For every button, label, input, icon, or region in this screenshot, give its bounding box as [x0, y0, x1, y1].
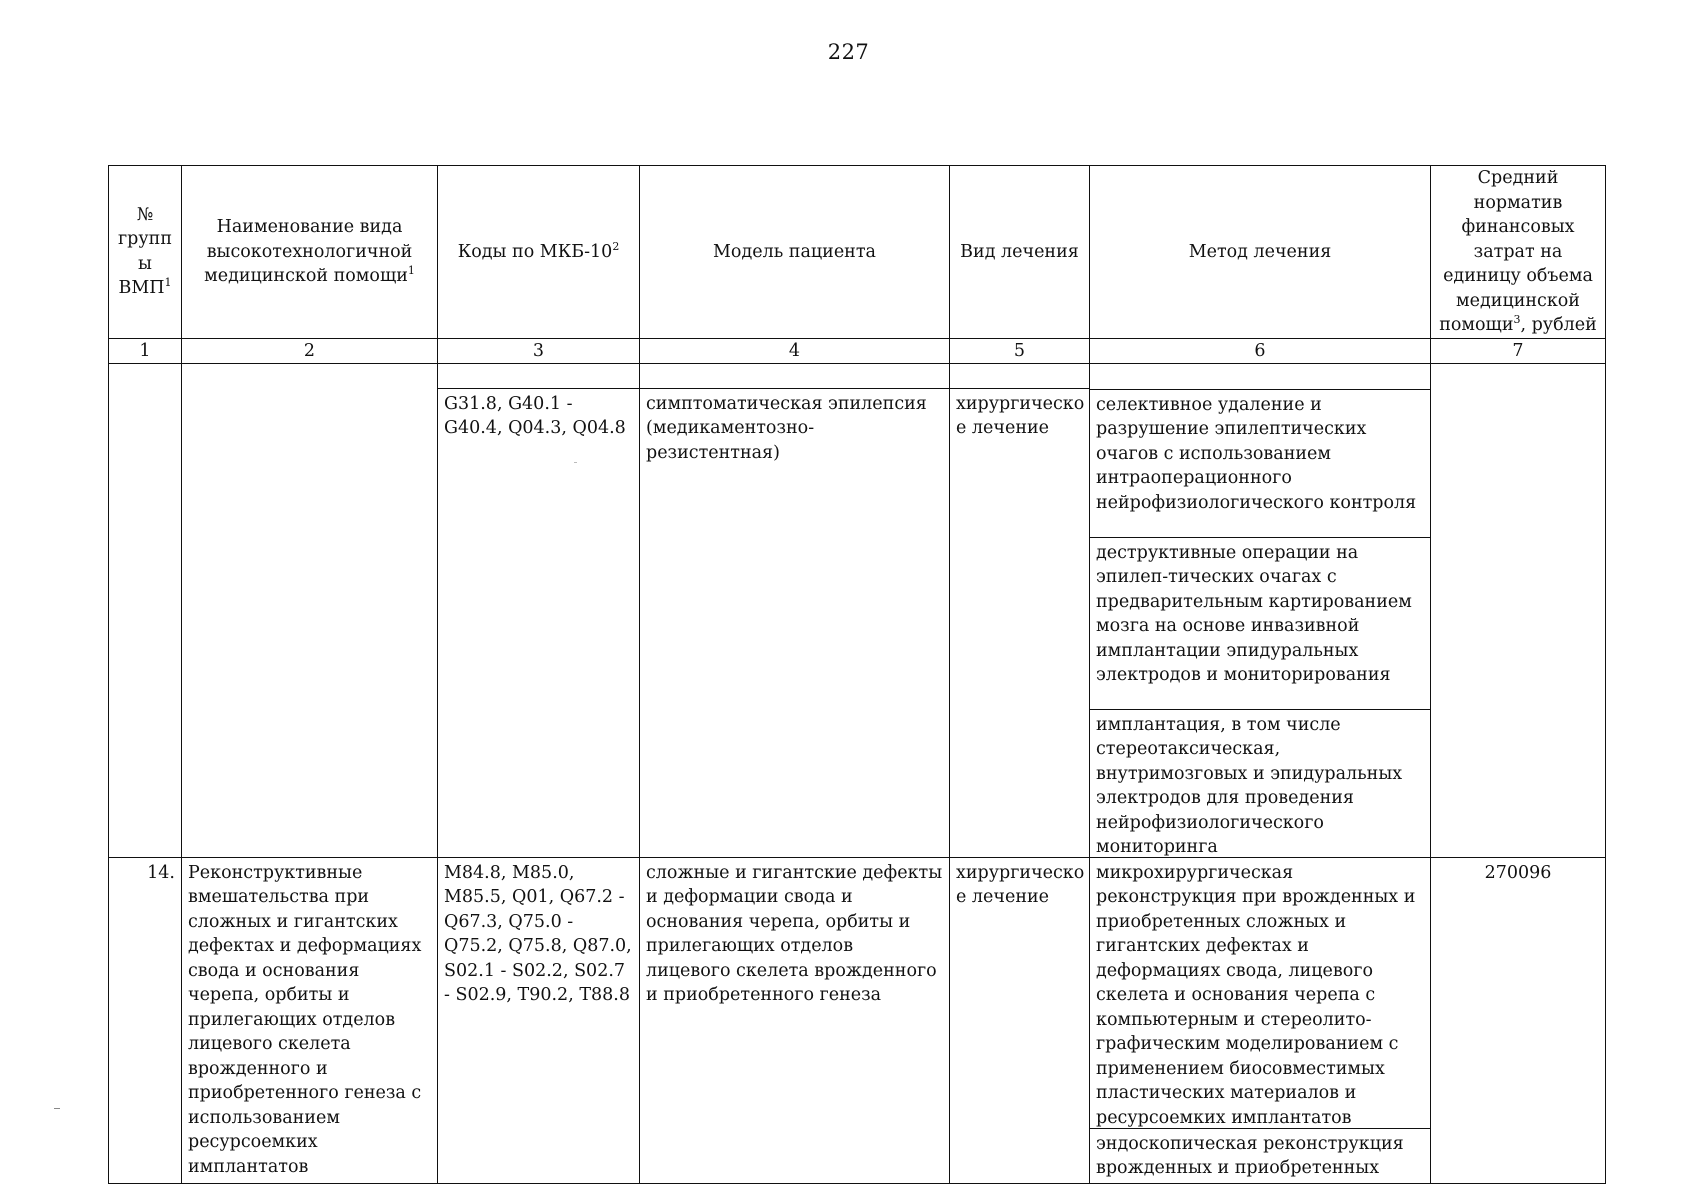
column-number-4: 4: [640, 338, 950, 363]
column-number-3: 3: [438, 338, 640, 363]
column-number-1: 1: [109, 338, 182, 363]
table-row-continuation: [109, 363, 1606, 857]
cell-treatment-methods: [1090, 363, 1431, 857]
cell-group-number: [109, 857, 182, 1184]
footnote-ref-3: 3: [1513, 313, 1521, 327]
method-item: эндоскопическая реконструкция врожденных и приобретенных: [1090, 1128, 1430, 1176]
vmp-table: [108, 165, 1606, 1184]
page-number: 227: [827, 40, 870, 64]
method-item: имплантация, в том числе стереотаксическая, внутримозговых и эпидуральных электродов для проведения нейрофизиологического мониторинга: [1090, 709, 1430, 857]
cell-treatment-methods: [1090, 857, 1431, 1184]
group-number-text: 14.: [147, 862, 175, 883]
cell-group-number-empty: [109, 363, 182, 857]
header-cost-standard-unit: , рублей: [1520, 315, 1597, 335]
row-divider: [438, 364, 639, 389]
column-number-5: 5: [950, 338, 1090, 363]
cell-patient-model: [640, 363, 950, 857]
cell-care-name-empty: [182, 363, 438, 857]
care-name-text: Реконструктивные вмешательства при сложных и гигантских дефектах и деформациях свода и основания черепа, орбиты и прилегающих отделов лицевого скелета врожденного и приобретенного генеза с использованием ресурсоемких имплантатов: [188, 862, 422, 1177]
cost-value: 270096: [1484, 862, 1552, 883]
patient-model-text: сложные и гигантские дефекты и деформации свода и основания черепа, орбиты и прилегающих отделов лицевого скелета врожденного и приобретенного генеза: [646, 862, 943, 1005]
header-group-number: [109, 166, 182, 339]
header-group-number-line3: ы: [138, 253, 152, 274]
footnote-ref-1: 1: [164, 276, 172, 290]
header-care-type-name: [182, 166, 438, 339]
row-divider: [640, 364, 949, 389]
cell-cost: [1431, 857, 1606, 1184]
column-number-2: 2: [182, 338, 438, 363]
method-item: деструктивные операции на эпилеп-тических очагах с предварительным картированием мозга на основе инвазивной имплантации эпидуральных электродов и мониторирования: [1090, 537, 1430, 709]
cell-treatment-type: [950, 363, 1090, 857]
header-group-number-line4: ВМП: [118, 278, 165, 299]
scan-artifact: [574, 462, 577, 463]
icd-codes-text: G31.8, G40.1 - G40.4, Q04.3, Q04.8: [444, 393, 626, 438]
icd-codes-text: M84.8, M85.0, M85.5, Q01, Q67.2 - Q67.3, Q75.0 - Q75.2, Q75.8, Q87.0, S02.1 - S02.2, S02.7 - S02.9, T90.2, T88.8: [444, 862, 632, 1005]
cell-care-name: [182, 857, 438, 1184]
column-number-7: 7: [1431, 338, 1606, 363]
header-icd-codes: [438, 166, 640, 339]
header-cost-standard-text: Средний норматив финансовых затрат на единицу объема медицинской помощи: [1439, 168, 1593, 335]
header-treatment-type: Вид лечения: [950, 166, 1090, 339]
method-block-empty: [1090, 364, 1430, 389]
cell-treatment-type: [950, 857, 1090, 1184]
cell-cost-empty: [1431, 363, 1606, 857]
row-divider: [950, 364, 1089, 389]
patient-model-text: симптоматическая эпилепсия (медикаментозно-резистентная): [646, 393, 927, 463]
scan-artifact: [54, 1108, 60, 1109]
column-number-row: [109, 338, 1606, 363]
treatment-type-text: хирургическо е лечение: [956, 393, 1085, 438]
method-item: селективное удаление и разрушение эпилептических очагов с использованием интраоперационного нейрофизиологического контроля: [1090, 389, 1430, 537]
header-group-number-line2: групп: [118, 229, 172, 250]
header-icd-codes-text: Коды по МКБ-10: [457, 241, 613, 262]
cell-icd-codes: [438, 857, 640, 1184]
header-care-type-name-text: Наименование вида высокотехнологичной медицинской помощи: [204, 217, 413, 286]
cell-patient-model: [640, 857, 950, 1184]
header-row: [109, 166, 1606, 339]
column-number-6: 6: [1090, 338, 1431, 363]
header-treatment-method: Метод лечения: [1090, 166, 1431, 339]
treatment-type-text: хирургическо е лечение: [956, 862, 1085, 907]
header-patient-model: Модель пациента: [640, 166, 950, 339]
method-item: микрохирургическая реконструкция при врожденных и приобретенных сложных и гигантских дефектах и деформациях свода, лицевого скелета и основания черепа с компьютерным и стереолито-графическим моделированием с применением биосовместимых пластических материалов и ресурсоемких имплантатов: [1096, 862, 1416, 1128]
header-group-number-line1: №: [136, 204, 154, 225]
header-cost-standard: [1431, 166, 1606, 339]
cell-icd-codes: [438, 363, 640, 857]
table-row-group-14: [109, 857, 1606, 1184]
footnote-ref-1: 1: [407, 264, 415, 278]
footnote-ref-2: 2: [612, 239, 620, 253]
